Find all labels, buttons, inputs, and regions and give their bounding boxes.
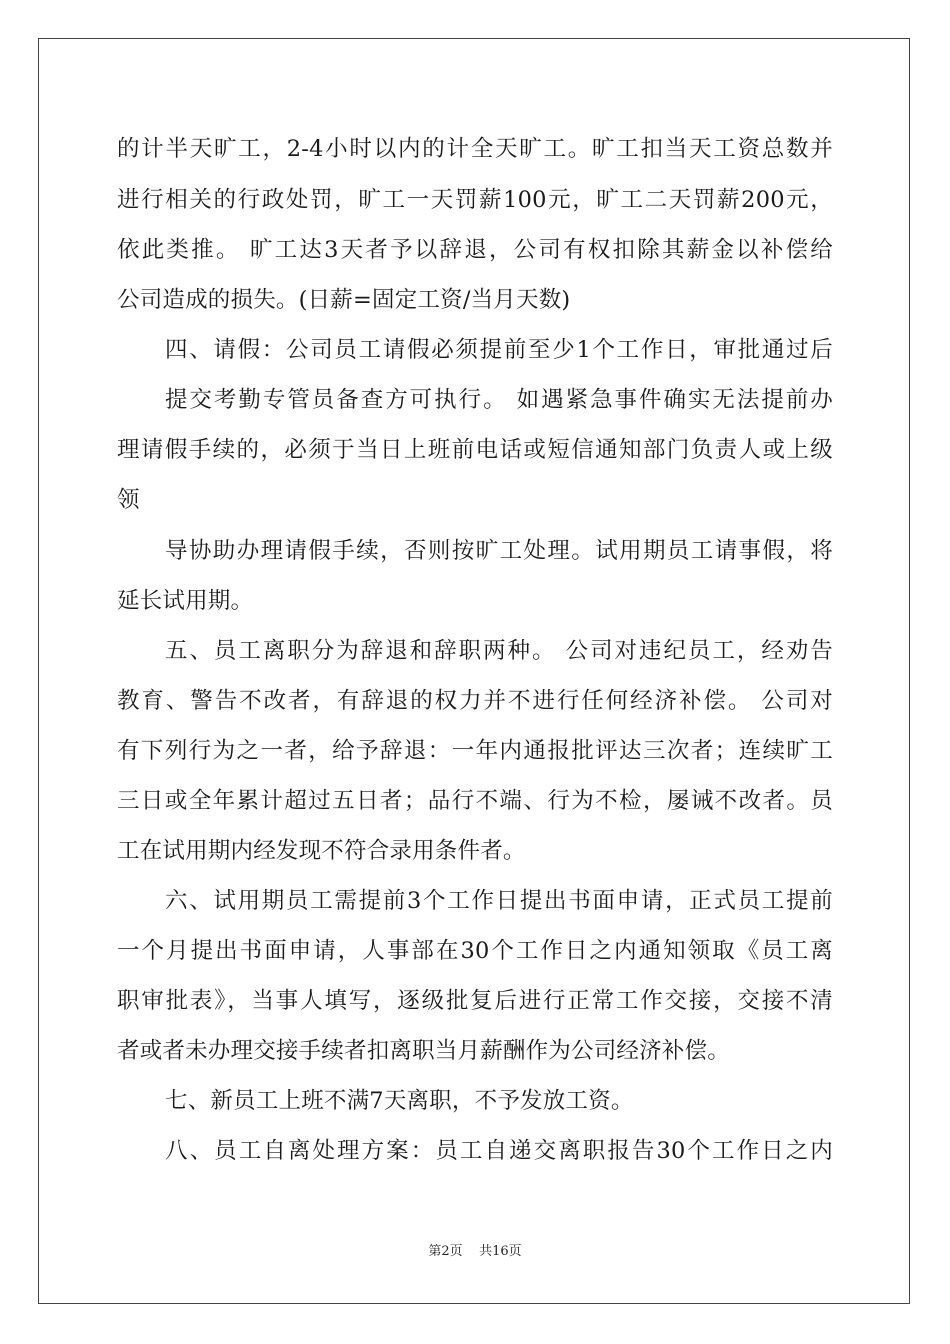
body-text-line: 职审批表》，当事人填写，逐级批复后进行正常工作交接，交接不清 <box>117 988 833 1014</box>
body-text-line: 的计半天旷工，2-4小时以内的计全天旷工。旷工扣当天工资总数并 <box>117 136 833 162</box>
body-text-line: 七、新员工上班不满7天离职，不予发放工资。 <box>165 1088 634 1114</box>
body-text-line: 五、员工离职分为辞退和辞职两种。 公司对违纪员工，经劝告 <box>165 638 833 664</box>
body-text-line: 进行相关的行政处罚，旷工一天罚薪100元，旷工二天罚薪200元， <box>117 187 833 213</box>
body-text-line: 四、请假：公司员工请假必须提前至少1个工作日，审批通过后 <box>165 337 833 363</box>
page-total: 共16页 <box>479 1244 522 1259</box>
body-text-line: 八、员工自离处理方案：员工自递交离职报告30个工作日之内 <box>165 1138 833 1164</box>
body-text-line: 三日或全年累计超过五日者；品行不端、行为不检，屡诫不改者。员 <box>117 788 833 814</box>
body-text-line: 六、试用期员工需提前3个工作日提出书面申请，正式员工提前 <box>165 888 833 914</box>
body-text-line: 者或者未办理交接手续者扣离职当月薪酬作为公司经济补偿。 <box>117 1038 730 1064</box>
body-text-line: 依此类推。 旷工达3天者予以辞退，公司有权扣除其薪金以补偿给 <box>117 237 833 263</box>
page-footer <box>0 1244 950 1260</box>
body-text-line: 教育、警告不改者，有辞退的权力并不进行任何经济补偿。 公司对 <box>117 688 833 714</box>
body-text-line: 工在试用期内经发现不符合录用条件者。 <box>117 838 526 864</box>
body-text-line: 延长试用期。 <box>117 588 254 614</box>
body-text-line: 一个月提出书面申请，人事部在30个工作日之内通知领取《员工离 <box>117 938 833 964</box>
page-number: 第2页 <box>428 1244 463 1259</box>
body-text-line: 导协助办理请假手续，否则按旷工处理。试用期员工请事假，将 <box>165 538 833 564</box>
body-text-line: 领 <box>117 487 140 513</box>
body-text-line: 公司造成的损失。(日薪=固定工资/当月天数) <box>117 287 571 313</box>
body-text-line: 提交考勤专管员备查方可执行。 如遇紧急事件确实无法提前办 <box>165 387 833 413</box>
body-text-line: 理请假手续的，必须于当日上班前电话或短信通知部门负责人或上级 <box>117 437 833 463</box>
body-text-line: 有下列行为之一者，给予辞退：一年内通报批评达三次者；连续旷工 <box>117 738 833 764</box>
